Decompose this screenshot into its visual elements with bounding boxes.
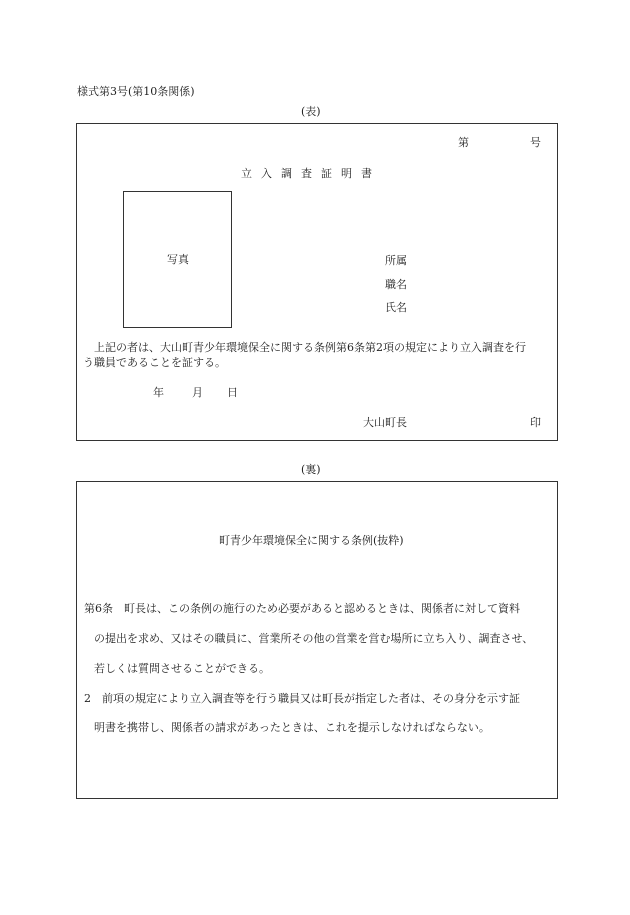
issuer: 大山町長 [363,416,407,429]
number-go: 号 [530,136,541,149]
paragraph-2-line-1: 2 前項の規定により立入調査等を行う職員又は町長が指定した者は、その身分を示す証 [84,692,520,705]
field-affiliation: 所属 [385,254,407,267]
paragraph-2-line-2: 明書を携帯し、関係者の請求があったときは、これを提示しなければならない。 [94,721,490,734]
number-dai: 第 [458,136,469,149]
field-name: 氏名 [385,301,407,314]
excerpt-title: 町青少年環境保全に関する条例(抜粋) [219,534,404,547]
back-excerpt-box [76,481,558,799]
seal: 印 [530,416,541,429]
article-6-line-1: 第6条 町長は、この条例の施行のため必要があると認めるときは、関係者に対して資料 [84,602,520,615]
form-label: 様式第3号(第10条関係) [77,85,195,98]
back-side-label: (裏) [301,463,321,476]
date-day: 日 [227,386,238,399]
photo-label: 写真 [167,253,189,266]
statement-line-1: 上記の者は、大山町青少年環境保全に関する条例第6条第2項の規定により立入調査を行 [94,341,526,354]
certificate-title: 立入調査証明書 [241,167,381,180]
article-6-line-2: の提出を求め、又はその職員に、営業所その他の営業を営む場所に立ち入り、調査させ、 [94,632,534,645]
article-6-line-3: 若しくは質問させることができる。 [94,662,270,675]
statement-line-2: う職員であることを証する。 [83,356,226,369]
date-year: 年 [153,386,164,399]
date-month: 月 [192,386,203,399]
field-position: 職名 [385,278,407,291]
front-side-label: (表) [301,105,321,118]
front-certificate-box [76,123,558,441]
photo-box [123,191,232,328]
